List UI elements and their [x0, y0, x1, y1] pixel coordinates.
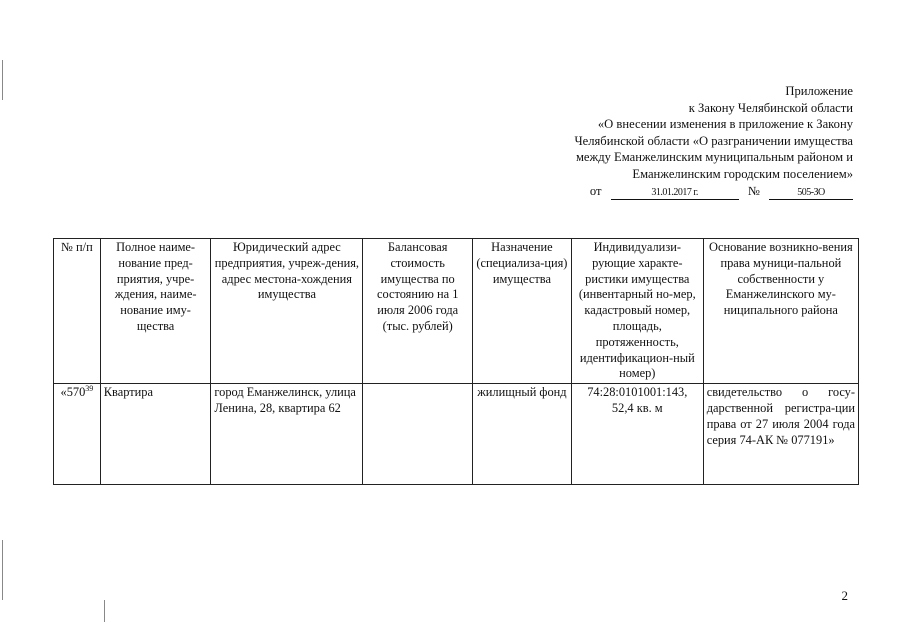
- scan-margin-mark: [104, 600, 105, 622]
- date-number-row: [493, 183, 853, 200]
- cell-basis: свидетельство о госу-дарственной регистра-ции права от 27 июля 2004 года серия 74-АК № 077191»: [703, 384, 858, 485]
- table-header-row: [54, 239, 859, 384]
- scan-margin-mark: [2, 60, 3, 100]
- from-label: от: [589, 183, 602, 198]
- cell-purpose: жилищный фонд: [472, 384, 571, 485]
- law-number: 505-ЗО: [769, 187, 853, 200]
- col-header-basis: Основание возникно-вения права муници-пальной собственности у Еманжелинского му-ниципального района: [703, 239, 858, 384]
- cell-balance: [363, 384, 473, 485]
- cell-number: [54, 384, 101, 485]
- page-number: 2: [841, 588, 848, 603]
- col-header-name: Полное наиме-нование пред-приятия, учре-ждения, наиме-нование иму-щества: [100, 239, 211, 384]
- cell-characteristics: 74:28:0101001:143, 52,4 кв. м: [571, 384, 703, 485]
- table-row: [54, 384, 859, 485]
- header-line: Челябинской области «О разграничении имущества: [574, 133, 853, 148]
- col-header-balance: Балансовая стоимость имущества по состоянию на 1 июля 2006 года (тыс. рублей): [363, 239, 473, 384]
- property-table: [53, 238, 859, 485]
- col-header-address: Юридический адрес предприятия, учреж-дения, адрес местона-хождения имущества: [211, 239, 363, 384]
- appendix-header: [493, 83, 853, 200]
- cell-name: Квартира: [100, 384, 211, 485]
- col-header-characteristics: Индивидуализи-рующие характе-ристики имущества (инвентарный но-мер, кадастровый номер, площадь, протяженность, идентификацион-ный номер): [571, 239, 703, 384]
- header-line: Еманжелинским городским поселением»: [632, 166, 853, 181]
- law-date: 31.01.2017 г.: [611, 187, 739, 200]
- header-line: между Еманжелинским муниципальным районом и: [575, 150, 853, 165]
- col-header-number: № п/п: [54, 239, 101, 384]
- scan-margin-mark: [2, 540, 3, 600]
- row-number-superscript: 39: [85, 384, 94, 394]
- row-number: «570: [60, 385, 86, 400]
- col-header-purpose: Назначение (специализа-ция) имущества: [472, 239, 571, 384]
- header-line: Приложение: [785, 84, 853, 98]
- number-label: №: [747, 183, 760, 198]
- header-line: к Закону Челябинской области: [688, 100, 853, 115]
- cell-address: город Еманжелинск, улица Ленина, 28, квартира 62: [211, 384, 363, 485]
- header-line: «О внесении изменения в приложение к Закону: [597, 117, 853, 132]
